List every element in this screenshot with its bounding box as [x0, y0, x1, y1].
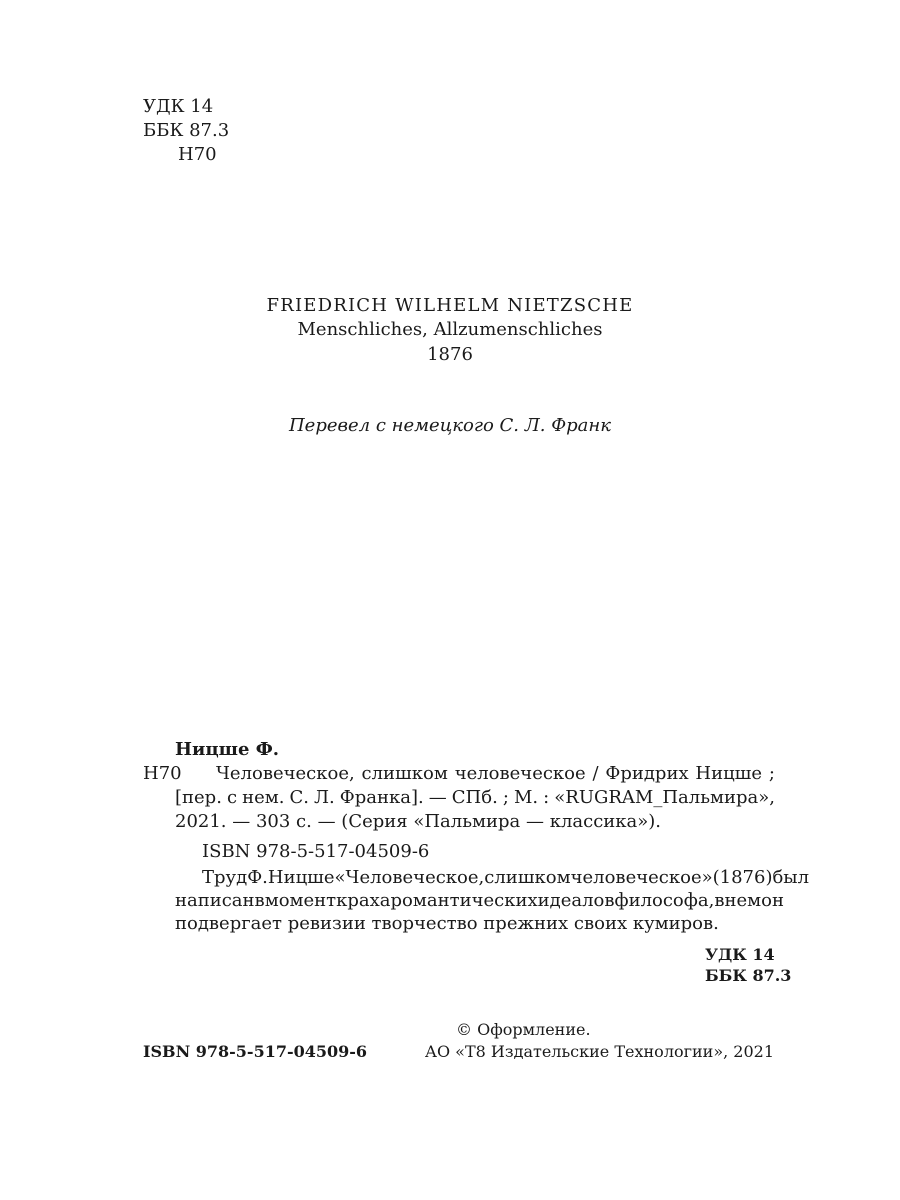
word: момент [264, 890, 337, 911]
word: Л. [314, 787, 335, 808]
word: идеалов [537, 890, 615, 911]
word: Фридрих [605, 763, 689, 784]
word: [пер. [175, 787, 222, 808]
word: Труд [202, 867, 248, 888]
catalog-isbn: ISBN 978-5-517-04509-6 [202, 841, 430, 862]
header-udk: УДК 14 [143, 96, 214, 117]
word: ; [768, 763, 775, 784]
word: / [592, 763, 599, 784]
catalog-udk: УДК 14 [705, 945, 775, 964]
word: Ницше [267, 867, 335, 888]
word: был [772, 867, 810, 888]
annotation-line-1 [202, 866, 810, 890]
word: написан [175, 890, 255, 911]
footer-copyright-line-2: АО «Т8 Издательские Технологии», 2021 [424, 1042, 774, 1061]
catalog-mark: Н70 [143, 763, 182, 784]
word: М. [513, 787, 539, 808]
word: Человеческое, [216, 763, 355, 784]
word: с [226, 787, 238, 808]
catalog-line-3: 2021. — 303 с. — (Серия «Пальмира — классика»). [175, 811, 662, 832]
word: (1876) [712, 867, 773, 888]
word: философа, [614, 890, 715, 911]
word: человеческое [454, 763, 586, 784]
header-bbk: ББК 87.3 [143, 120, 230, 141]
word: — [428, 787, 447, 808]
word: ; [502, 787, 509, 808]
original-author: FRIEDRICH WILHELM NIETZSCHE [266, 295, 634, 316]
word: «Человеческое, [334, 867, 485, 888]
footer-isbn: ISBN 978-5-517-04509-6 [143, 1042, 368, 1061]
footer-copyright-line-1: © Оформление. [456, 1020, 591, 1039]
word: слишком [484, 867, 571, 888]
original-year: 1876 [427, 344, 473, 365]
word: : [543, 787, 550, 808]
word: Ф. [247, 867, 268, 888]
annotation-line-3: подвергает ревизии творчество прежних своих кумиров. [175, 913, 719, 934]
word: С. [289, 787, 309, 808]
word: в [254, 890, 265, 911]
word: слишком [361, 763, 448, 784]
catalog-bbk: ББК 87.3 [705, 966, 792, 985]
word: романтических [390, 890, 538, 911]
word: Ницше [695, 763, 763, 784]
word: Франка]. [339, 787, 424, 808]
translator-credit: Перевел с немецкого С. Л. Франк [288, 415, 611, 436]
word: он [761, 890, 784, 911]
word: нем [724, 890, 762, 911]
word: нем. [242, 787, 285, 808]
original-title: Menschliches, Allzumenschliches [297, 319, 603, 340]
catalog-line-1 [216, 762, 775, 786]
word: человеческое» [570, 867, 713, 888]
header-author-mark: Н70 [178, 144, 217, 165]
word: СПб. [451, 787, 498, 808]
catalog-author: Ницше Ф. [175, 739, 280, 760]
word: в [714, 890, 725, 911]
word: краха [336, 890, 391, 911]
word: «RUGRAM_Пальмира», [554, 787, 775, 808]
catalog-line-2 [175, 786, 775, 810]
annotation-line-2 [175, 889, 784, 913]
